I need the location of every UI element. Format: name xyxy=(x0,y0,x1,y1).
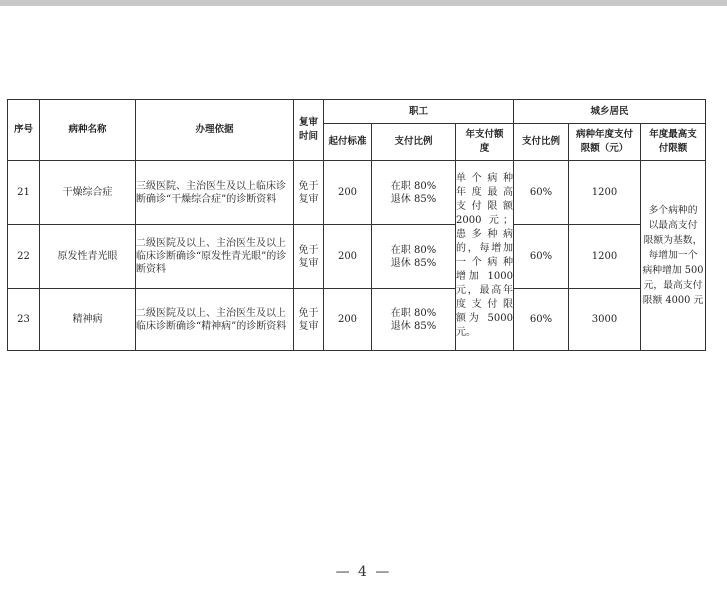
note-line: 病种增加 500 xyxy=(642,265,704,276)
top-gray-bar xyxy=(0,0,727,6)
row-employee-ratio xyxy=(372,161,456,225)
resident-max-note xyxy=(641,161,706,351)
row-review: 免于复审 xyxy=(294,225,324,289)
row-basis: 三级医院、主治医生及以上临床诊断确诊“干燥综合症”的诊断资料 xyxy=(136,161,294,225)
note-line: 每增加一个 xyxy=(648,250,698,261)
page-number: — 4 — xyxy=(335,564,392,580)
header-threshold: 起付标准 xyxy=(324,124,372,161)
row-resident-limit: 1200 xyxy=(569,161,641,225)
note-line: 多个病种的 xyxy=(648,205,698,216)
row-resident-ratio: 60% xyxy=(514,225,569,289)
row-employee-ratio xyxy=(372,225,456,289)
header-resident-limit: 病种年度支付限额（元） xyxy=(569,124,641,161)
note-line: 2000 元； xyxy=(456,214,513,226)
row-resident-ratio: 60% xyxy=(514,161,569,225)
note-line: 年度最高 xyxy=(456,186,513,198)
row-threshold: 200 xyxy=(324,225,372,289)
ratio-retired: 退休 85% xyxy=(390,320,437,332)
table-row xyxy=(8,225,706,289)
note-line: 的，每增加 xyxy=(456,242,513,254)
ratio-working: 在职 80% xyxy=(390,307,437,319)
table-row xyxy=(8,161,706,225)
ratio-working: 在职 80% xyxy=(390,244,437,256)
note-line: 增加 1000 xyxy=(456,270,513,282)
disease-policy-table xyxy=(7,99,706,351)
row-threshold: 200 xyxy=(324,161,372,225)
row-review: 免于复审 xyxy=(294,289,324,351)
header-employee-ratio: 支付比例 xyxy=(372,124,456,161)
ratio-retired: 退休 85% xyxy=(390,257,437,269)
header-review-time: 复审时间 xyxy=(294,100,324,161)
row-resident-limit: 3000 xyxy=(569,289,641,351)
row-resident-limit: 1200 xyxy=(569,225,641,289)
note-line: 患多种病 xyxy=(456,228,513,240)
row-seq: 22 xyxy=(8,225,40,289)
header-seq: 序号 xyxy=(8,100,40,161)
row-threshold: 200 xyxy=(324,289,372,351)
note-line: 额为 5000 xyxy=(456,312,513,324)
table-row xyxy=(8,289,706,351)
row-resident-ratio: 60% xyxy=(514,289,569,351)
row-employee-ratio xyxy=(372,289,456,351)
row-disease: 精神病 xyxy=(40,289,136,351)
row-review: 免于复审 xyxy=(294,161,324,225)
note-line: 支付限额 xyxy=(456,200,513,212)
note-line: 单个病种 xyxy=(456,172,513,184)
ratio-working: 在职 80% xyxy=(390,180,437,192)
note-line: 一个病种 xyxy=(456,256,513,268)
header-resident-group: 城乡居民 xyxy=(514,100,706,124)
row-seq: 21 xyxy=(8,161,40,225)
header-resident-ratio: 支付比例 xyxy=(514,124,569,161)
note-line: 元，最高支付 xyxy=(643,280,703,291)
row-disease: 干燥综合症 xyxy=(40,161,136,225)
header-row-1 xyxy=(8,100,706,124)
row-disease: 原发性青光眼 xyxy=(40,225,136,289)
header-disease-name: 病种名称 xyxy=(40,100,136,161)
note-line: 度支付限 xyxy=(456,298,513,310)
note-line: 以最高支付 xyxy=(648,220,698,231)
header-employee-annual: 年支付额度 xyxy=(456,124,514,161)
note-line: 元。 xyxy=(456,326,476,338)
header-resident-max: 年度最高支付限额 xyxy=(641,124,706,161)
note-line: 元，最高年 xyxy=(456,284,513,296)
header-basis: 办理依据 xyxy=(136,100,294,161)
row-basis: 二级医院及以上、主治医生及以上临床诊断确诊“精神病”的诊断资料 xyxy=(136,289,294,351)
note-line: 限额为基数， xyxy=(643,235,703,246)
row-seq: 23 xyxy=(8,289,40,351)
ratio-retired: 退休 85% xyxy=(390,193,437,205)
note-line: 限额 4000 元 xyxy=(642,295,704,306)
row-basis: 二级医院及以上、主治医生及以上临床诊断确诊“原发性青光眼”的诊断资料 xyxy=(136,225,294,289)
header-employee-group: 职工 xyxy=(324,100,514,124)
employee-annual-note xyxy=(456,161,514,351)
